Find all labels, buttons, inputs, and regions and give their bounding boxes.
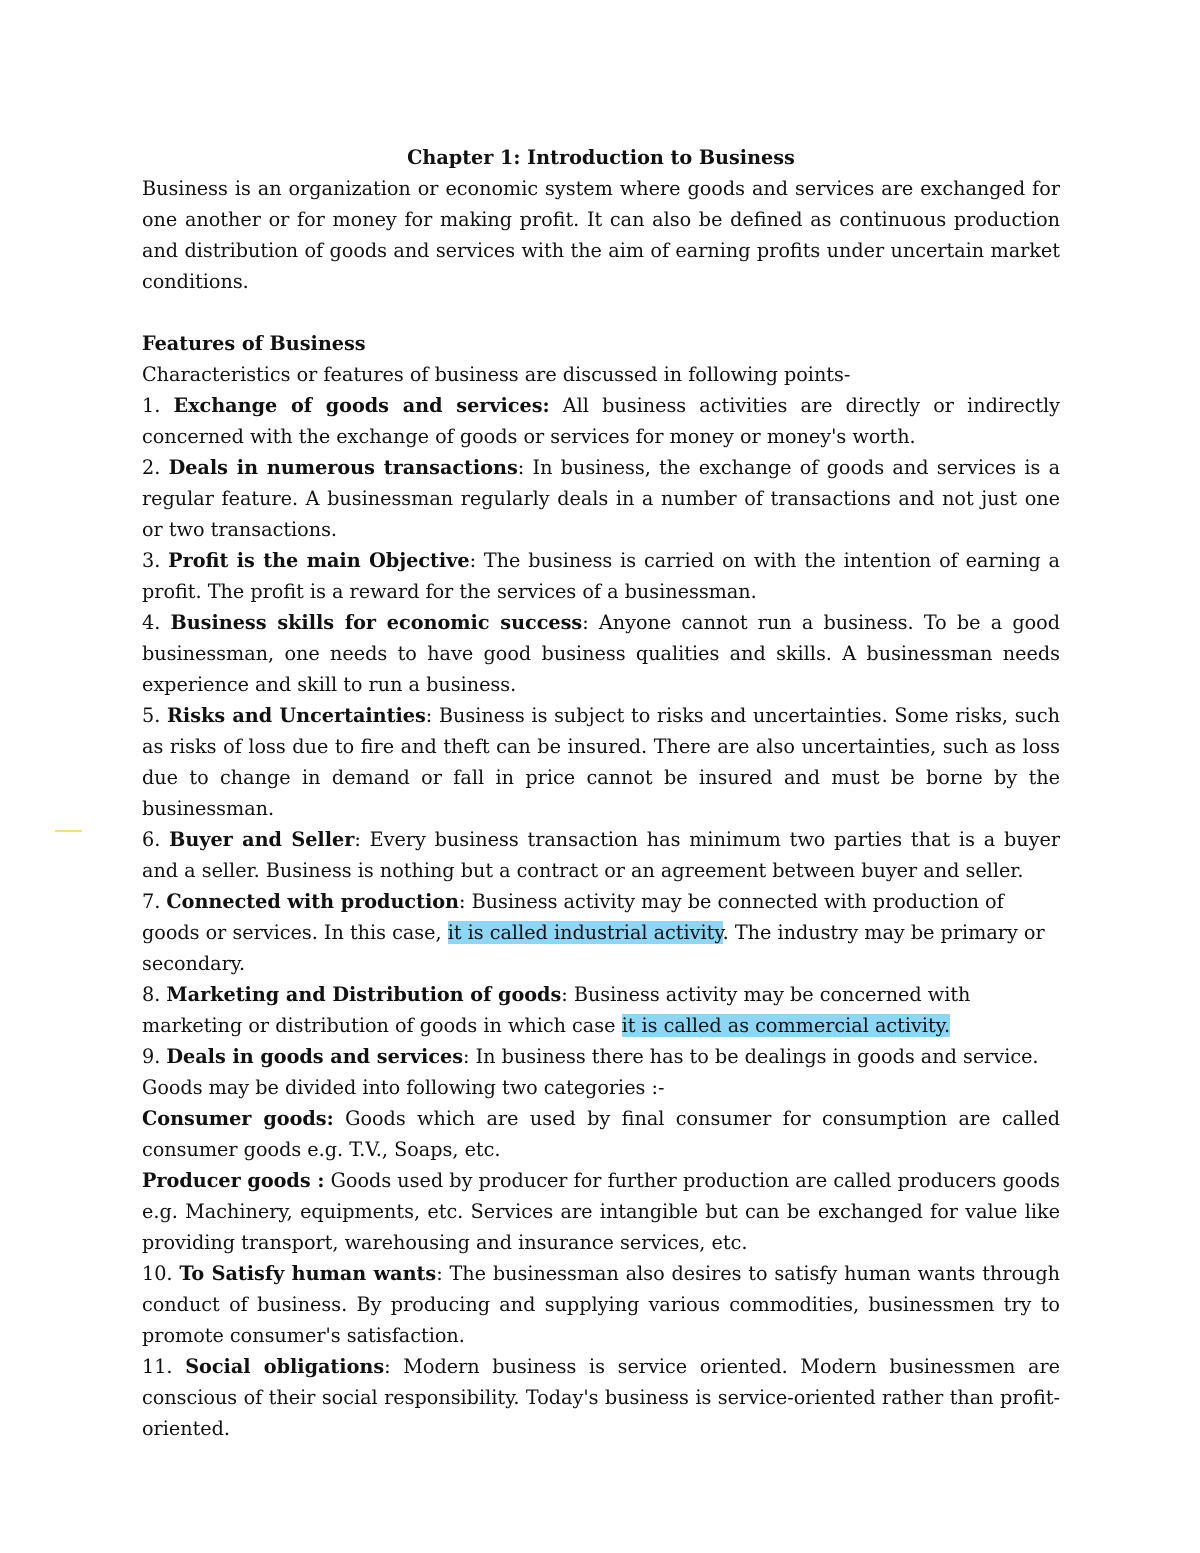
- feature-text: All business activities are directly or indirectly concerned with the exchange of goods or services for money or money's worth.: [142, 394, 1061, 448]
- feature-text: : Business activity may be connected with production of goods or services. In this case,: [142, 890, 1004, 944]
- feature-number: 8.: [142, 983, 167, 1006]
- feature-text: : In business, the exchange of goods and services is a regular feature. A businessman regularly deals in a number of transactions and not just one or two transactions.: [142, 456, 1061, 541]
- feature-text: : Every business transaction has minimum two parties that is a buyer and a seller. Business is nothing but a contract or an agreement between buyer and seller.: [142, 828, 1060, 882]
- feature-number: 4.: [142, 611, 171, 634]
- feature-number: 9.: [142, 1045, 167, 1068]
- feature-term: Exchange of goods and services:: [173, 394, 550, 417]
- features-heading: Features of Business: [142, 332, 366, 355]
- feature-item-2: [142, 452, 1060, 545]
- feature-term: Connected with production: [166, 890, 460, 913]
- feature-number: 10.: [142, 1262, 180, 1285]
- feature-term: Risks and Uncertainties: [166, 704, 426, 727]
- highlighted-text: it is called as commercial activity.: [621, 1014, 951, 1037]
- feature-item-7: [142, 886, 1060, 979]
- feature-item-10: [142, 1258, 1060, 1351]
- consumer-goods-term: Consumer goods:: [142, 1107, 334, 1130]
- document-page: [142, 142, 1060, 1444]
- chapter-title: Chapter 1: Introduction to Business: [407, 146, 795, 169]
- intro-paragraph: Business is an organization or economic system where goods and services are exchanged for one another or for money for making profit. It can also be defined as continuous production and distribution of goods and services with the aim of earning profits under uncertain market conditions.: [142, 177, 1060, 293]
- feature-term: Business skills for economic success: [170, 611, 583, 634]
- feature-term: Profit is the main Objective: [168, 549, 470, 572]
- feature-number: 6.: [142, 828, 170, 851]
- highlighted-text: it is called industrial activity: [447, 921, 723, 944]
- features-lead: Characteristics or features of business are discussed in following points-: [142, 363, 851, 386]
- feature-term: Buyer and Seller: [169, 828, 355, 851]
- consumer-goods-text: Goods which are used by final consumer for consumption are called consumer goods e.g. T.V., Soaps, etc.: [142, 1107, 1060, 1161]
- feature-text: : The business is carried on with the intention of earning a profit. The profit is a reward for the services of a businessman.: [142, 549, 1060, 603]
- consumer-goods: [142, 1103, 1060, 1165]
- feature-term: Marketing and Distribution of goods: [166, 983, 562, 1006]
- feature-term: Deals in numerous transactions: [168, 456, 518, 479]
- feature-text: : The businessman also desires to satisfy human wants through conduct of business. By producing and supplying various commodities, businessmen try to promote consumer's satisfaction.: [142, 1262, 1060, 1347]
- feature-number: 7.: [142, 890, 167, 913]
- feature-item-9: [142, 1041, 1060, 1072]
- feature-term: To Satisfy human wants: [179, 1262, 437, 1285]
- feature-text: : In business there has to be dealings in goods and service.: [463, 1045, 1039, 1068]
- feature-number: 5.: [142, 704, 167, 727]
- feature-text: : Business activity may be concerned with marketing or distribution of goods in which case: [142, 983, 971, 1037]
- producer-goods-text: Goods used by producer for further production are called producers goods e.g. Machinery, equipments, etc. Services are intangible but can be exchanged for value like providing transport, warehousing and insurance services, etc.: [142, 1169, 1061, 1254]
- feature-item-5: [142, 700, 1060, 824]
- feature-number: 2.: [142, 456, 169, 479]
- producer-goods-term: Producer goods :: [142, 1169, 325, 1192]
- feature-item-8: [142, 979, 1060, 1041]
- feature-item-4: [142, 607, 1060, 700]
- feature-item-11: [142, 1351, 1060, 1444]
- feature-item-6: [142, 824, 1060, 886]
- goods-lead: Goods may be divided into following two categories :-: [142, 1076, 665, 1099]
- feature-term: Deals in goods and services: [166, 1045, 464, 1068]
- feature-number: 1.: [142, 394, 174, 417]
- feature-text: : Modern business is service oriented. Modern businessmen are conscious of their social responsibility. Today's business is service-oriented rather than profit-oriented.: [142, 1355, 1060, 1440]
- producer-goods: [142, 1165, 1060, 1258]
- feature-number: 11.: [142, 1355, 186, 1378]
- feature-item-1: [142, 390, 1060, 452]
- feature-text-after: . The industry may be primary or secondary.: [142, 921, 1045, 975]
- feature-text: : Anyone cannot run a business. To be a good businessman, one needs to have good business qualities and skills. A businessman needs experience and skill to run a business.: [142, 611, 1061, 696]
- margin-highlight-mark: [55, 830, 82, 832]
- feature-term: Social obligations: [185, 1355, 385, 1378]
- feature-text: : Business is subject to risks and uncertainties. Some risks, such as risks of loss due to fire and theft can be insured. There are also uncertainties, such as loss due to change in demand or fall in price cannot be insured and must be borne by the businessman.: [142, 704, 1061, 820]
- blank-line: [142, 297, 1060, 328]
- feature-item-3: [142, 545, 1060, 607]
- feature-number: 3.: [142, 549, 169, 572]
